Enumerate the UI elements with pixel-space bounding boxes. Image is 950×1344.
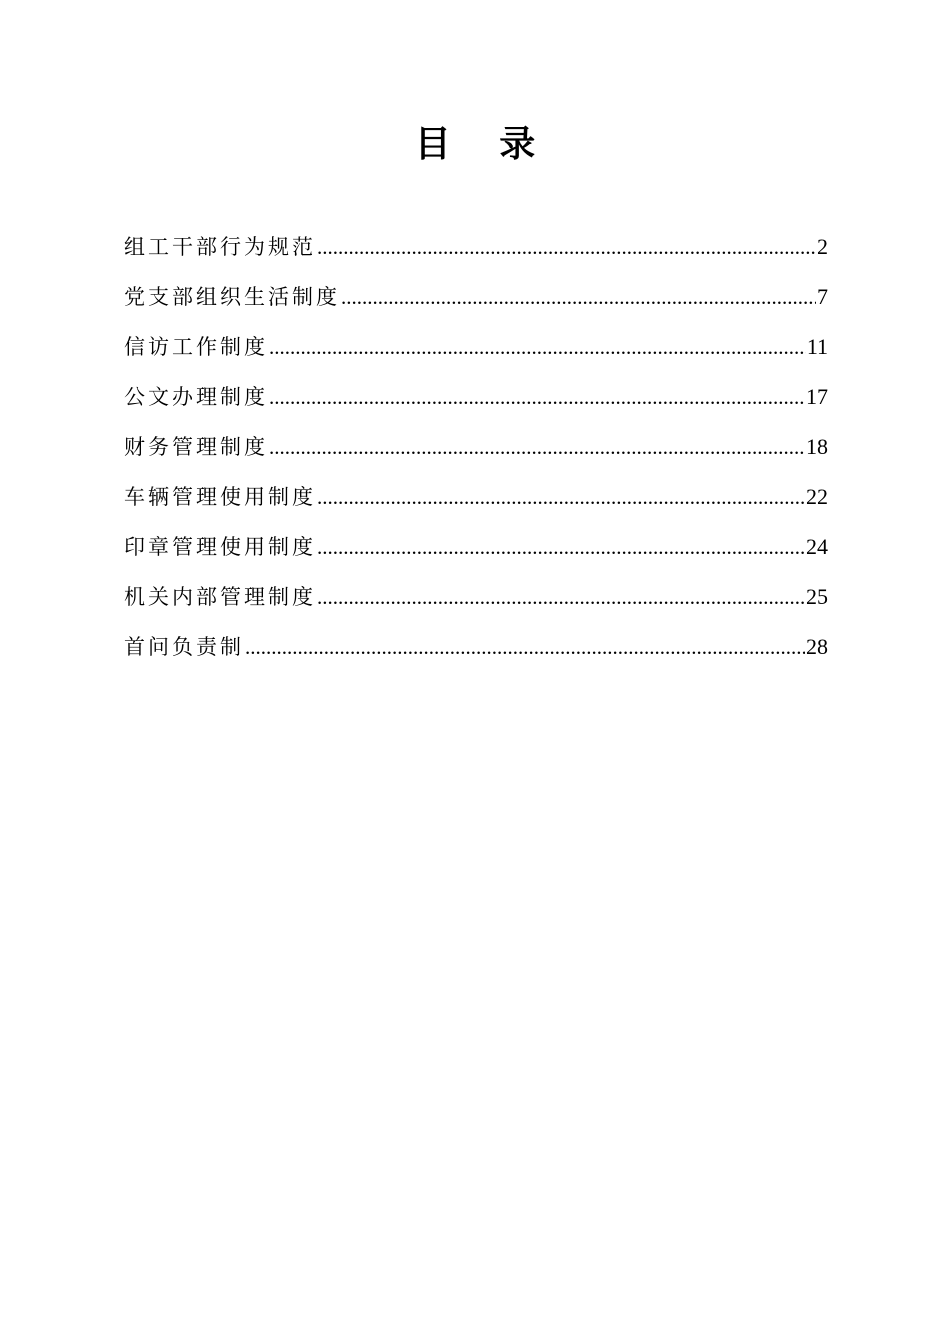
toc-dot-leader: [269, 372, 805, 422]
toc-entry-label: 车辆管理使用制度: [124, 485, 316, 509]
toc-entry-label: 印章管理使用制度: [124, 535, 316, 559]
toc-entry[interactable]: [124, 572, 828, 622]
toc-dot-leader: [341, 272, 816, 322]
toc-entry-page: 22: [806, 484, 828, 509]
toc-dot-leader: [317, 472, 805, 522]
toc-dot-leader: [269, 322, 806, 372]
toc-entry-page: 11: [806, 334, 828, 359]
toc-entry-label: 组工干部行为规范: [124, 235, 316, 259]
table-of-contents: [124, 222, 828, 672]
toc-entry-page: 2: [817, 234, 828, 259]
toc-entry[interactable]: [124, 272, 828, 322]
toc-entry[interactable]: [124, 472, 828, 522]
page-title: 目 录: [414, 123, 554, 165]
toc-entry-label: 党支部组织生活制度: [124, 285, 340, 309]
toc-entry[interactable]: [124, 622, 828, 672]
toc-entry-label: 首问负责制: [124, 635, 244, 659]
toc-entry[interactable]: [124, 422, 828, 472]
toc-entry-page: 7: [817, 284, 828, 309]
toc-entry-page: 17: [806, 384, 828, 409]
toc-entry[interactable]: [124, 322, 828, 372]
toc-entry-page: 25: [806, 584, 828, 609]
toc-entry-label: 信访工作制度: [124, 335, 268, 359]
toc-entry-page: 28: [806, 634, 828, 659]
toc-entry-page: 18: [806, 434, 828, 459]
toc-entry-page: 24: [806, 534, 828, 559]
toc-dot-leader: [245, 622, 805, 672]
toc-entry[interactable]: [124, 222, 828, 272]
toc-dot-leader: [269, 422, 805, 472]
toc-entry-label: 机关内部管理制度: [124, 585, 316, 609]
toc-entry-label: 公文办理制度: [124, 385, 268, 409]
toc-dot-leader: [317, 522, 805, 572]
toc-dot-leader: [317, 222, 816, 272]
toc-dot-leader: [317, 572, 805, 622]
toc-entry[interactable]: [124, 522, 828, 572]
toc-entry[interactable]: [124, 372, 828, 422]
toc-entry-label: 财务管理制度: [124, 435, 268, 459]
